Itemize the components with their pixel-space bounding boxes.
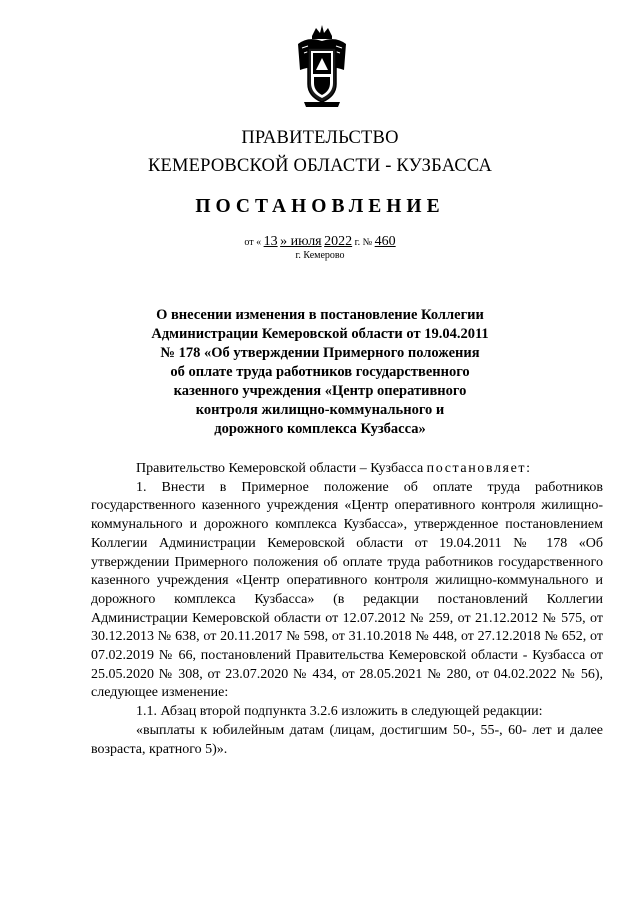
preamble-text: Правительство Кемеровской области – Кузбасса <box>136 461 427 476</box>
document-type-title: ПОСТАНОВЛЕНИЕ <box>195 196 445 217</box>
document-body <box>91 460 603 759</box>
number-sign: № <box>362 237 373 248</box>
issuer-line-2: КЕМЕРОВСКОЙ ОБЛАСТИ - КУЗБАССА <box>147 156 493 176</box>
subject-line: об оплате труда работников государственного <box>170 364 470 380</box>
preamble-paragraph <box>91 460 603 479</box>
document-number: 460 <box>374 234 396 249</box>
subject-line: контроля жилищно-коммунального и <box>195 402 445 418</box>
year-suffix: г. <box>354 237 361 248</box>
coat-of-arms-emblem <box>294 22 350 108</box>
issuer-line-1: ПРАВИТЕЛЬСТВО <box>241 128 399 148</box>
city-label: г. Кемерово <box>295 250 345 261</box>
quoted-text-paragraph: «выплаты к юбилейным датам (лицам, достигшим 50-, 55-, 60- лет и далее возраста, кратного 5)». <box>91 722 603 757</box>
date-year: 2022 <box>324 234 353 249</box>
date-month: » июля <box>280 234 322 249</box>
date-prefix: от « <box>244 237 262 248</box>
preamble-verb: постановляет: <box>426 461 532 476</box>
date-number-line <box>0 234 640 250</box>
date-day: 13 <box>263 234 278 249</box>
item-1-1-paragraph: 1.1. Абзац второй подпункта 3.2.6 изложить в следующей редакции: <box>136 704 543 720</box>
item-1-paragraph: 1. Внести в Примерное положение об оплате труда работников государственного казенного учреждения «Центр оперативного контроля жилищно-коммунального и дорожного комплекса Кузбасса», утвержденное постановлением Коллегии Администрации Кемеровской области от 19.04.2011 № 178 «Об утверждении Примерного положения об оплате труда работников государственного казенного учреждения «Центр оперативного контроля жилищно-коммунального и дорожного комплекса Кузбасса» (в редакции постановлений Коллегии Администрации Кемеровской области от 12.07.2012 № 259, от 21.12.2012 № 575, от 30.12.2013 № 638, от 20.11.2017 № 598, от 31.10.2018 № 448, от 27.12.2018 № 652, от 07.02.2019 № 66, постановлений Правительства Кемеровской области - Кузбасса от 25.05.2020 № 308, от 23.07.2020 № 434, от 28.05.2021 № 280, от 04.02.2022 № 56), следующее изменение: <box>91 479 603 701</box>
subject-line: казенного учреждения «Центр оперативного <box>173 383 467 399</box>
subject-line: Администрации Кемеровской области от 19.04.2011 <box>151 326 489 342</box>
subject-line: дорожного комплекса Кузбасса» <box>214 421 426 437</box>
document-subject <box>140 306 500 439</box>
subject-line: О внесении изменения в постановление Коллегии <box>156 307 484 323</box>
subject-line: № 178 «Об утверждении Примерного положения <box>160 345 480 361</box>
